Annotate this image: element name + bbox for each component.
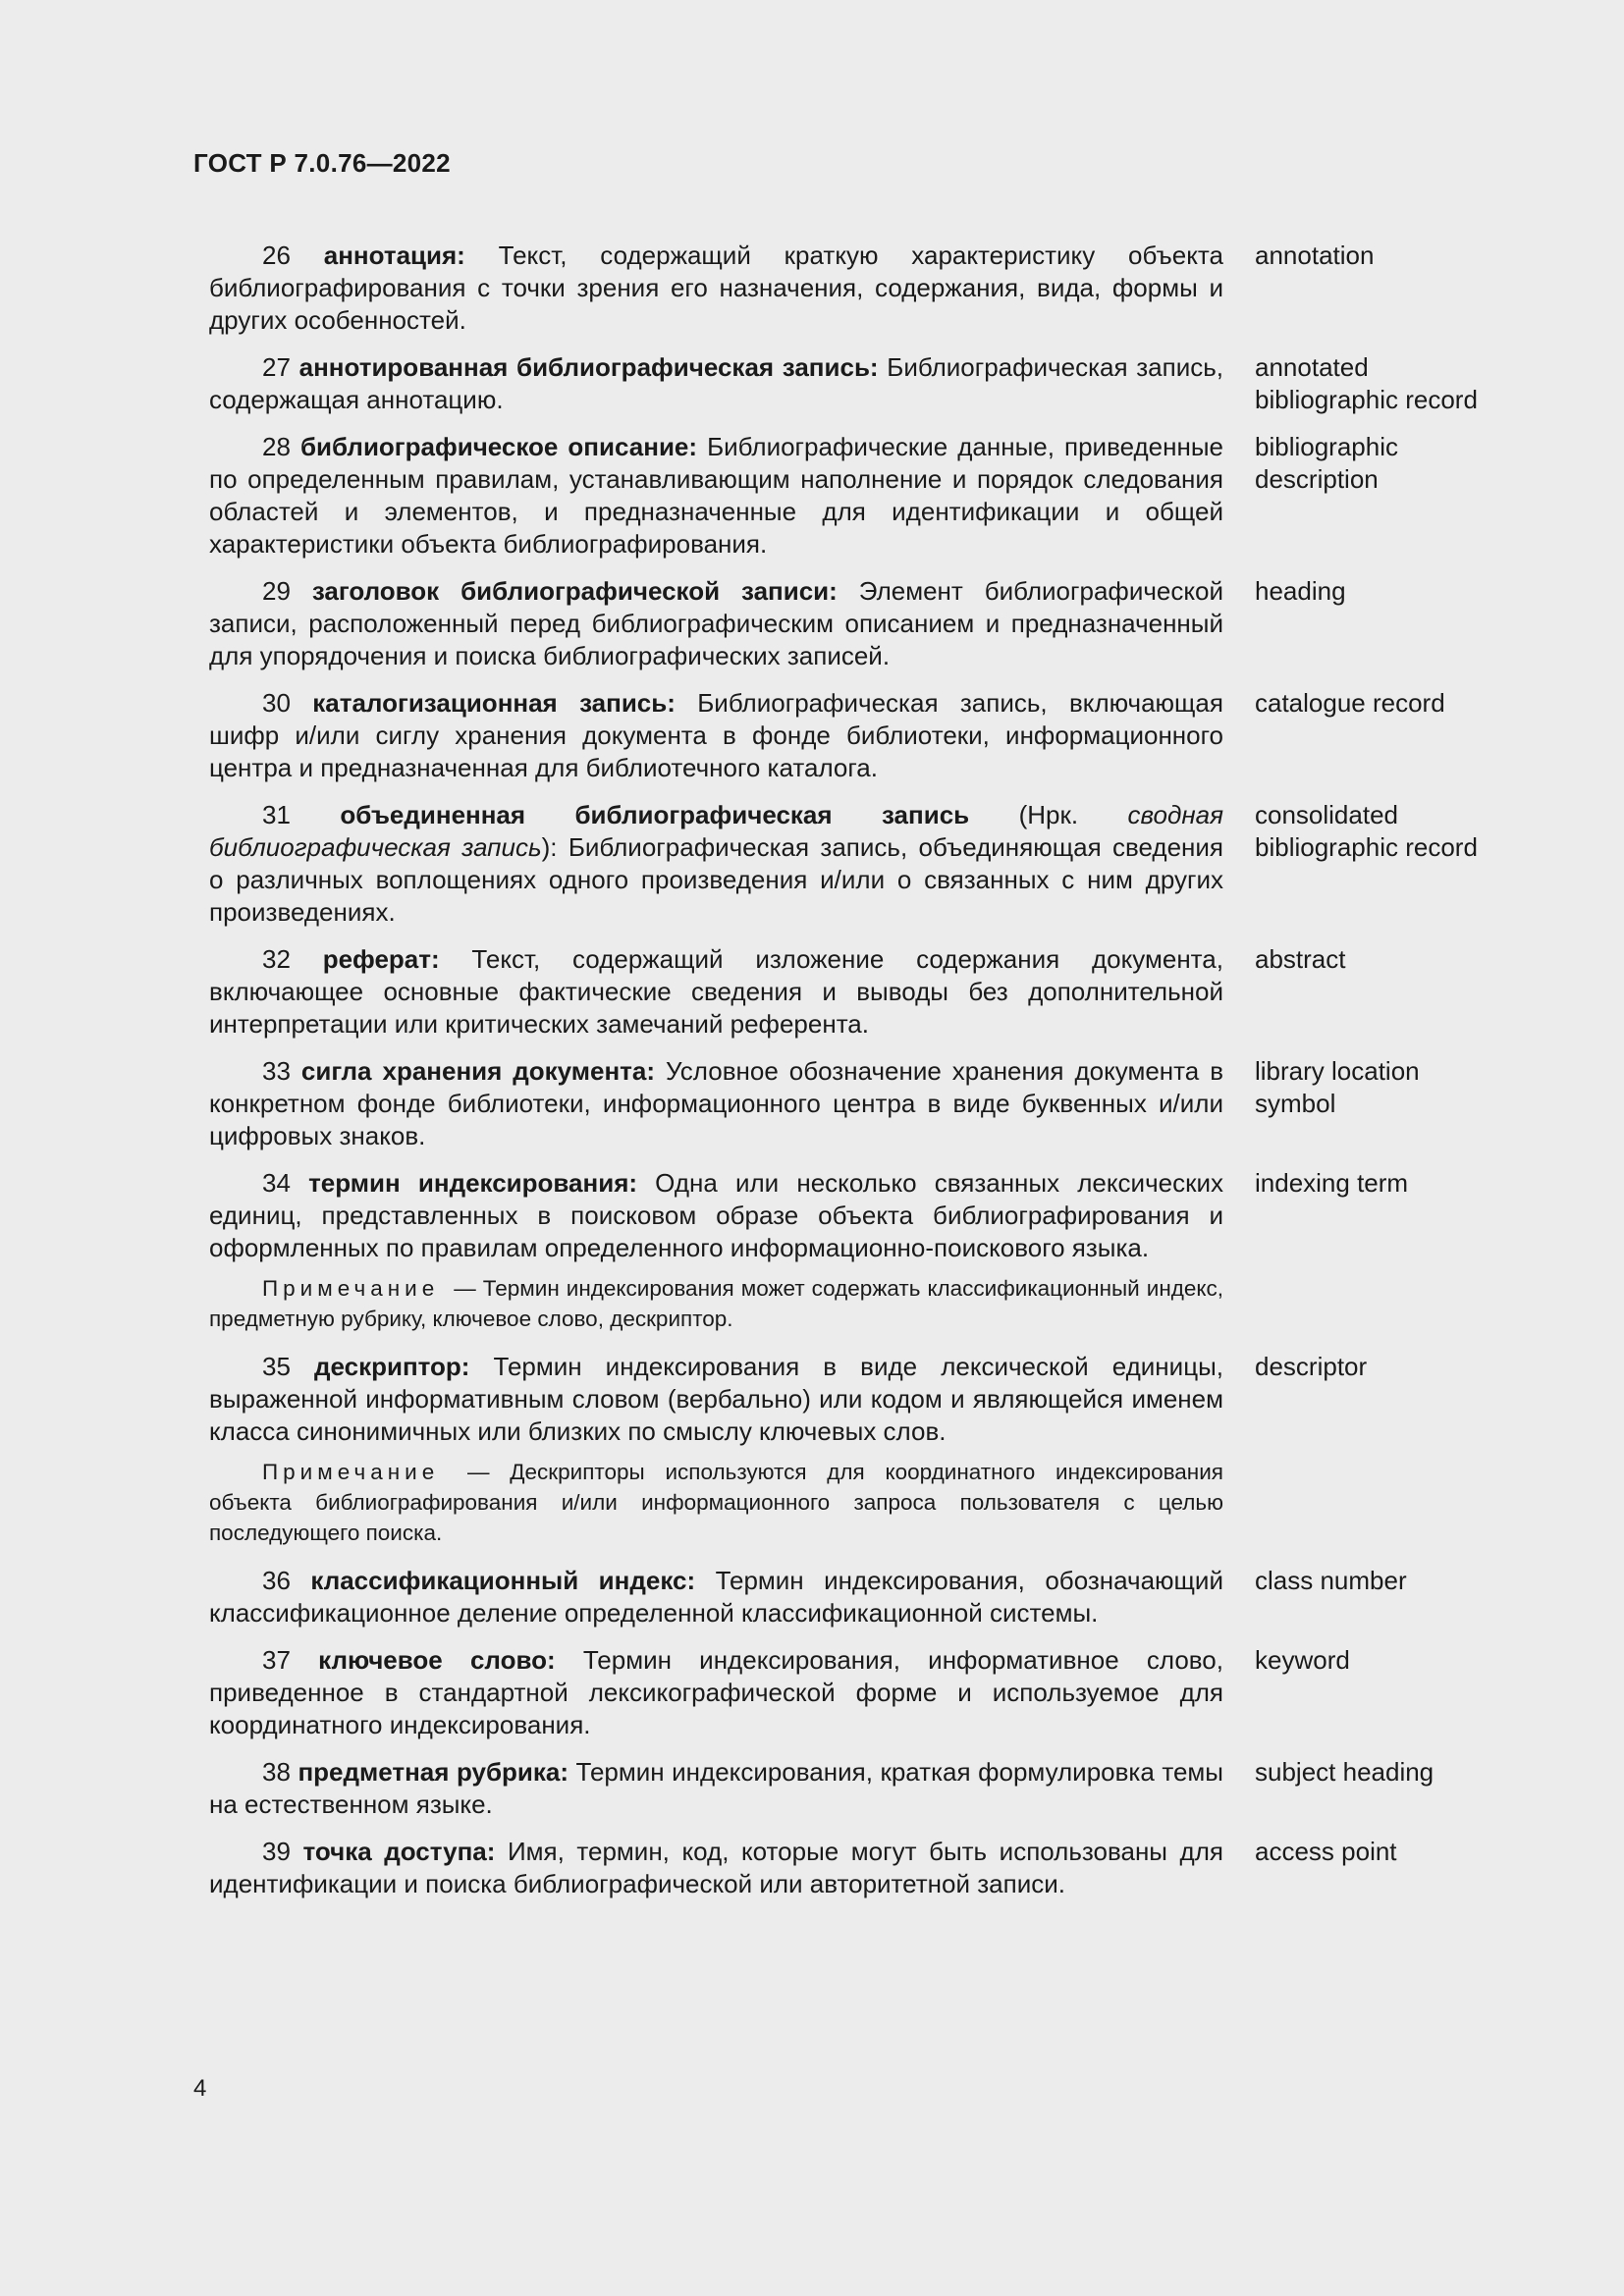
- term-name: сигла хранения документа:: [300, 1056, 656, 1086]
- term-number: 35: [262, 1352, 291, 1381]
- term-entry-34: [209, 1167, 1525, 1264]
- definition-text: ): Библиографическая запись, объединяющая сведения о различных воплощениях одного произведения и/или о связанных с ним других произведениях.: [209, 832, 1223, 927]
- term-entry-36: [209, 1565, 1525, 1629]
- term-entry-28: [209, 431, 1525, 561]
- term-number: 32: [262, 944, 291, 974]
- definition-text: Термин индексирования, обозначающий классификационное деление определенной классификационной системы.: [209, 1566, 1223, 1628]
- english-equivalent: indexing term: [1255, 1168, 1409, 1198]
- term-entry-32: [209, 943, 1525, 1041]
- term-definition: [209, 1055, 1223, 1152]
- term-name: предметная рубрика:: [298, 1757, 568, 1787]
- term-number: 33: [262, 1056, 291, 1086]
- english-equivalent: consolidated bibliographic record: [1255, 800, 1478, 862]
- term-definition: [209, 799, 1223, 929]
- term-definition: [209, 431, 1223, 561]
- term-entry-31: [209, 799, 1525, 929]
- term-definition: [209, 943, 1223, 1041]
- note-text: — Термин индексирования может содержать классификационный индекс, предметную рубрику, ключевое слово, дескриптор.: [209, 1276, 1223, 1331]
- term-number: 26: [262, 240, 291, 270]
- term-number: 27: [262, 352, 291, 382]
- term-entry-38: [209, 1756, 1525, 1821]
- definition-text: Библиографическая запись, включающая шифр и/или сиглу хранения документа в фонде библиотеки, информационного центра и предназначенная для библиотечного каталога.: [209, 688, 1223, 782]
- term-definition: [209, 1756, 1223, 1821]
- deprecated-prefix: (Нрк.: [969, 800, 1128, 829]
- english-equivalent: descriptor: [1255, 1352, 1368, 1381]
- term-definition: [209, 240, 1223, 337]
- term-name: термин индексирования:: [308, 1168, 638, 1198]
- english-equivalent: class number: [1255, 1566, 1407, 1595]
- term-definition: [209, 1836, 1223, 1900]
- term-number: 36: [262, 1566, 291, 1595]
- note-label: Примечание: [262, 1460, 440, 1484]
- definition-text: Термин индексирования, информативное слово, приведенное в стандартной лексикографической форме и используемое для координатного индексирования.: [209, 1645, 1223, 1739]
- english-equivalent: abstract: [1255, 944, 1346, 974]
- term-name: объединенная библиографическая запись: [340, 800, 970, 829]
- english-equivalent: bibliographic description: [1255, 432, 1398, 494]
- term-entry-39: [209, 1836, 1525, 1900]
- term-entry-27: [209, 351, 1525, 416]
- term-name: библиографическое описание:: [299, 432, 698, 461]
- term-name: ключевое слово:: [318, 1645, 556, 1675]
- definition-text: Одна или несколько связанных лексических единиц, представленных в поисковом образе объекта библиографирования и оформленных по правилам определенного информационно-поискового языка.: [209, 1168, 1223, 1262]
- term-entry-29: [209, 575, 1525, 672]
- definition-text: Имя, термин, код, которые могут быть использованы для идентификации и поиска библиографической или авторитетной записи.: [209, 1837, 1223, 1898]
- term-name: заголовок библиографической записи:: [311, 576, 838, 606]
- note-label: Примечание: [262, 1276, 440, 1301]
- term-number: 31: [262, 800, 291, 829]
- english-equivalent: annotation: [1255, 240, 1375, 270]
- definition-text: Элемент библиографической записи, расположенный перед библиографическим описанием и предназначенный для упорядочения и поиска библиографических записей.: [209, 576, 1223, 670]
- document-header: ГОСТ Р 7.0.76—2022: [193, 148, 451, 178]
- english-equivalent: heading: [1255, 576, 1346, 606]
- definition-text: Термин индексирования в виде лексической единицы, выраженной информативным словом (вербально) или кодом и являющейся именем класса синонимичных или близких по смыслу ключевых слов.: [209, 1352, 1223, 1446]
- term-name: каталогизационная запись:: [312, 688, 676, 718]
- note-34: [209, 1273, 1223, 1334]
- english-equivalent: annotated bibliographic record: [1255, 352, 1478, 414]
- term-definition: [209, 351, 1223, 416]
- english-equivalent: access point: [1255, 1837, 1397, 1866]
- deprecated-term: сводная библиографическая запись: [209, 800, 1223, 862]
- definition-text: Библиографическая запись, содержащая аннотацию.: [209, 352, 1223, 414]
- term-definition: [209, 575, 1223, 672]
- term-name: дескриптор:: [313, 1352, 470, 1381]
- page-number: 4: [193, 2075, 207, 2102]
- english-equivalent: library location symbol: [1255, 1056, 1420, 1118]
- term-name: аннотированная библиографическая запись:: [298, 352, 879, 382]
- term-entry-37: [209, 1644, 1525, 1741]
- term-number: 34: [262, 1168, 291, 1198]
- term-name: аннотация:: [323, 240, 465, 270]
- term-name: классификационный индекс:: [310, 1566, 696, 1595]
- definition-text: Текст, содержащий изложение содержания документа, включающее основные фактические сведения и выводы без дополнительной интерпретации или критических замечаний референта.: [209, 944, 1223, 1039]
- definition-text: Условное обозначение хранения документа в конкретном фонде библиотеки, информационного центра в виде буквенных и/или цифровых знаков.: [209, 1056, 1224, 1150]
- terms-list: [209, 240, 1525, 1915]
- term-name: точка доступа:: [302, 1837, 496, 1866]
- term-number: 37: [262, 1645, 291, 1675]
- term-name: реферат:: [322, 944, 440, 974]
- term-definition: [209, 1644, 1223, 1741]
- english-equivalent: keyword: [1255, 1645, 1350, 1675]
- term-number: 28: [262, 432, 291, 461]
- definition-text: Библиографические данные, приведенные по определенным правилам, устанавливающим наполнение и порядок следования областей и элементов, и предназначенные для идентификации и общей характеристики объекта библиографирования.: [209, 432, 1223, 559]
- term-entry-35: [209, 1351, 1525, 1448]
- term-entry-30: [209, 687, 1525, 784]
- term-definition: [209, 1167, 1223, 1264]
- term-entry-33: [209, 1055, 1525, 1152]
- english-equivalent: subject heading: [1255, 1757, 1435, 1787]
- term-entry-26: [209, 240, 1525, 337]
- term-definition: [209, 1351, 1223, 1448]
- term-number: 39: [262, 1837, 291, 1866]
- term-number: 38: [262, 1757, 291, 1787]
- definition-text: Термин индексирования, краткая формулировка темы на естественном языке.: [209, 1757, 1223, 1819]
- note-text: — Дескрипторы используются для координатного индексирования объекта библиографирования и/или информационного запроса пользователя с целью последующего поиска.: [209, 1460, 1223, 1545]
- note-35: [209, 1457, 1223, 1548]
- definition-text: Текст, содержащий краткую характеристику объекта библиографирования с точки зрения его назначения, содержания, вида, формы и других особенностей.: [209, 240, 1223, 335]
- english-equivalent: catalogue record: [1255, 688, 1445, 718]
- term-definition: [209, 1565, 1223, 1629]
- term-number: 29: [262, 576, 291, 606]
- term-definition: [209, 687, 1223, 784]
- term-number: 30: [262, 688, 291, 718]
